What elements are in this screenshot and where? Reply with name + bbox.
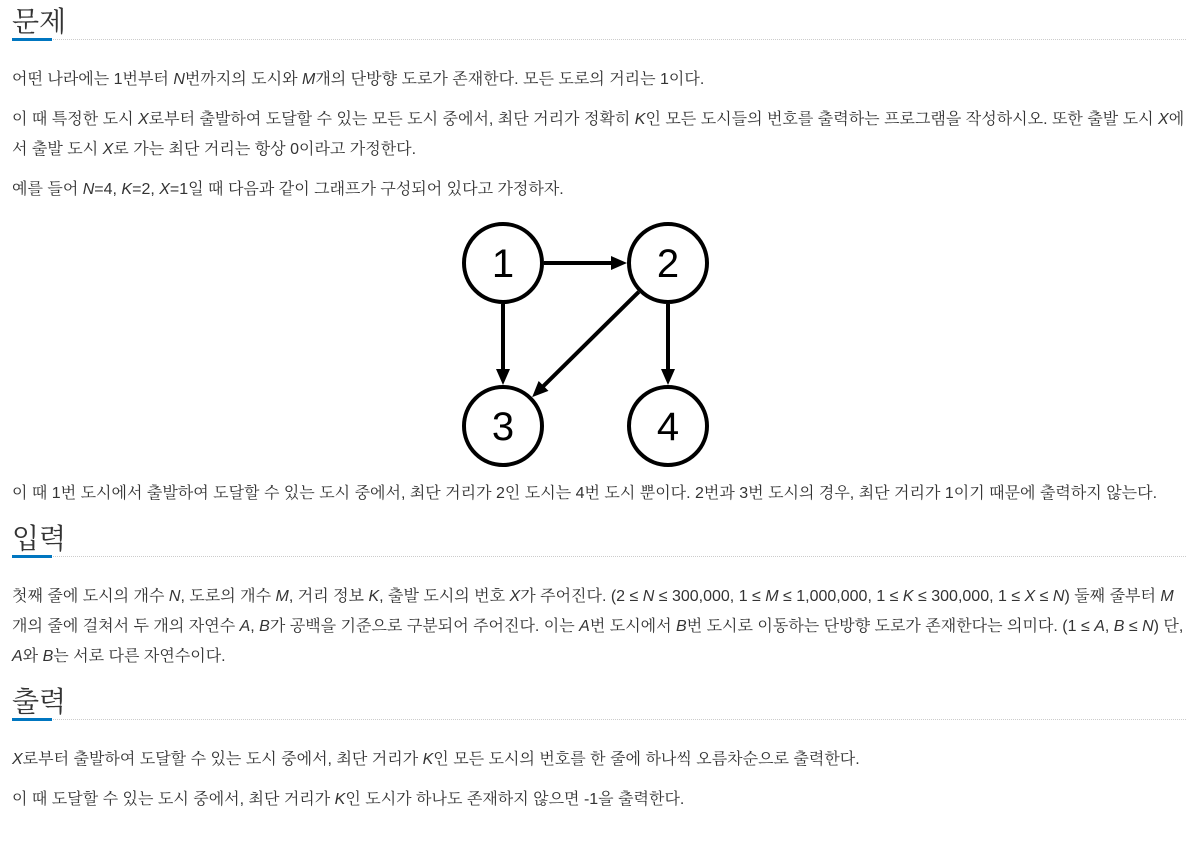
problem-headline (12, 6, 1186, 41)
output-paragraph-1: X로부터 출발하여 도달할 수 있는 도시 중에서, 최단 거리가 K인 모든 도시의 번호를 한 줄에 하나씩 오름차순으로 출력한다. (12, 751, 860, 768)
section-input (12, 523, 1186, 672)
graph-node-label-2: 2 (656, 242, 680, 286)
headline-rule (12, 718, 1186, 721)
problem-heading: 문제 (12, 6, 67, 37)
headline-dotted-line (12, 556, 1186, 557)
input-body (12, 582, 1186, 672)
graph-node-label-3: 3 (491, 405, 515, 449)
output-paragraph-2: 이 때 도달할 수 있는 도시 중에서, 최단 거리가 K인 도시가 하나도 존재하지 않으면 -1을 출력한다. (12, 791, 685, 808)
section-problem (12, 6, 1186, 509)
input-headline (12, 523, 1186, 558)
headline-dotted-line (12, 39, 1186, 40)
headline-accent-bar (12, 718, 52, 721)
output-body (12, 745, 1186, 815)
headline-rule (12, 38, 1186, 41)
output-heading: 출력 (12, 686, 67, 717)
graph-node-label-4: 4 (656, 405, 680, 449)
output-headline (12, 686, 1186, 721)
input-paragraph-1: 첫째 줄에 도시의 개수 N, 도로의 개수 M, 거리 정보 K, 출발 도시의 번호 X가 주어진다. (2 ≤ N ≤ 300,000, 1 ≤ M ≤ 1,000,000, 1 ≤ K ≤ 300,000, 1 ≤ X ≤ N) 둘째 줄부터 M개의 줄에 걸쳐서 두 개의 자연수 A, B가 공백을 기준으로 구분되어 주어진다. 이는 A번 도시에서 B번 도시로 이동하는 단방향 도로가 존재한다는 의미다. (1 ≤ A, B ≤ N) 단, A와 B는 서로 다른 자연수이다. (12, 588, 1184, 665)
section-output (12, 686, 1186, 815)
problem-paragraph-3: 예를 들어 N=4, K=2, X=1일 때 다음과 같이 그래프가 구성되어 있다고 가정하자. (12, 181, 564, 198)
problem-paragraph-2: 이 때 특정한 도시 X로부터 출발하여 도달할 수 있는 모든 도시 중에서, 최단 거리가 정확히 K인 모든 도시들의 번호를 출력하는 프로그램을 작성하시오. 또한 출발 도시 X에서 출발 도시 X로 가는 최단 거리는 항상 0이라고 가정한다. (12, 111, 1185, 158)
graph-figure (12, 215, 1186, 469)
graph-edge-2-3 (542, 292, 639, 388)
headline-rule (12, 555, 1186, 558)
problem-paragraph-4: 이 때 1번 도시에서 출발하여 도달할 수 있는 도시 중에서, 최단 거리가 2인 도시는 4번 도시 뿐이다. 2번과 3번 도시의 경우, 최단 거리가 1이기 때문에 출력하지 않는다. (12, 485, 1158, 502)
graph-diagram (455, 215, 711, 469)
problem-paragraph-1: 어떤 나라에는 1번부터 N번까지의 도시와 M개의 단방향 도로가 존재한다. 모든 도로의 거리는 1이다. (12, 71, 705, 88)
graph-arrowhead-2-4 (661, 369, 675, 385)
input-heading: 입력 (12, 523, 67, 554)
problem-body (12, 65, 1186, 509)
headline-accent-bar (12, 38, 52, 41)
graph-arrowhead-1-3 (496, 369, 510, 385)
headline-dotted-line (12, 719, 1186, 720)
graph-arrowhead-1-2 (611, 256, 627, 270)
graph-node-label-1: 1 (491, 242, 515, 286)
headline-accent-bar (12, 555, 52, 558)
